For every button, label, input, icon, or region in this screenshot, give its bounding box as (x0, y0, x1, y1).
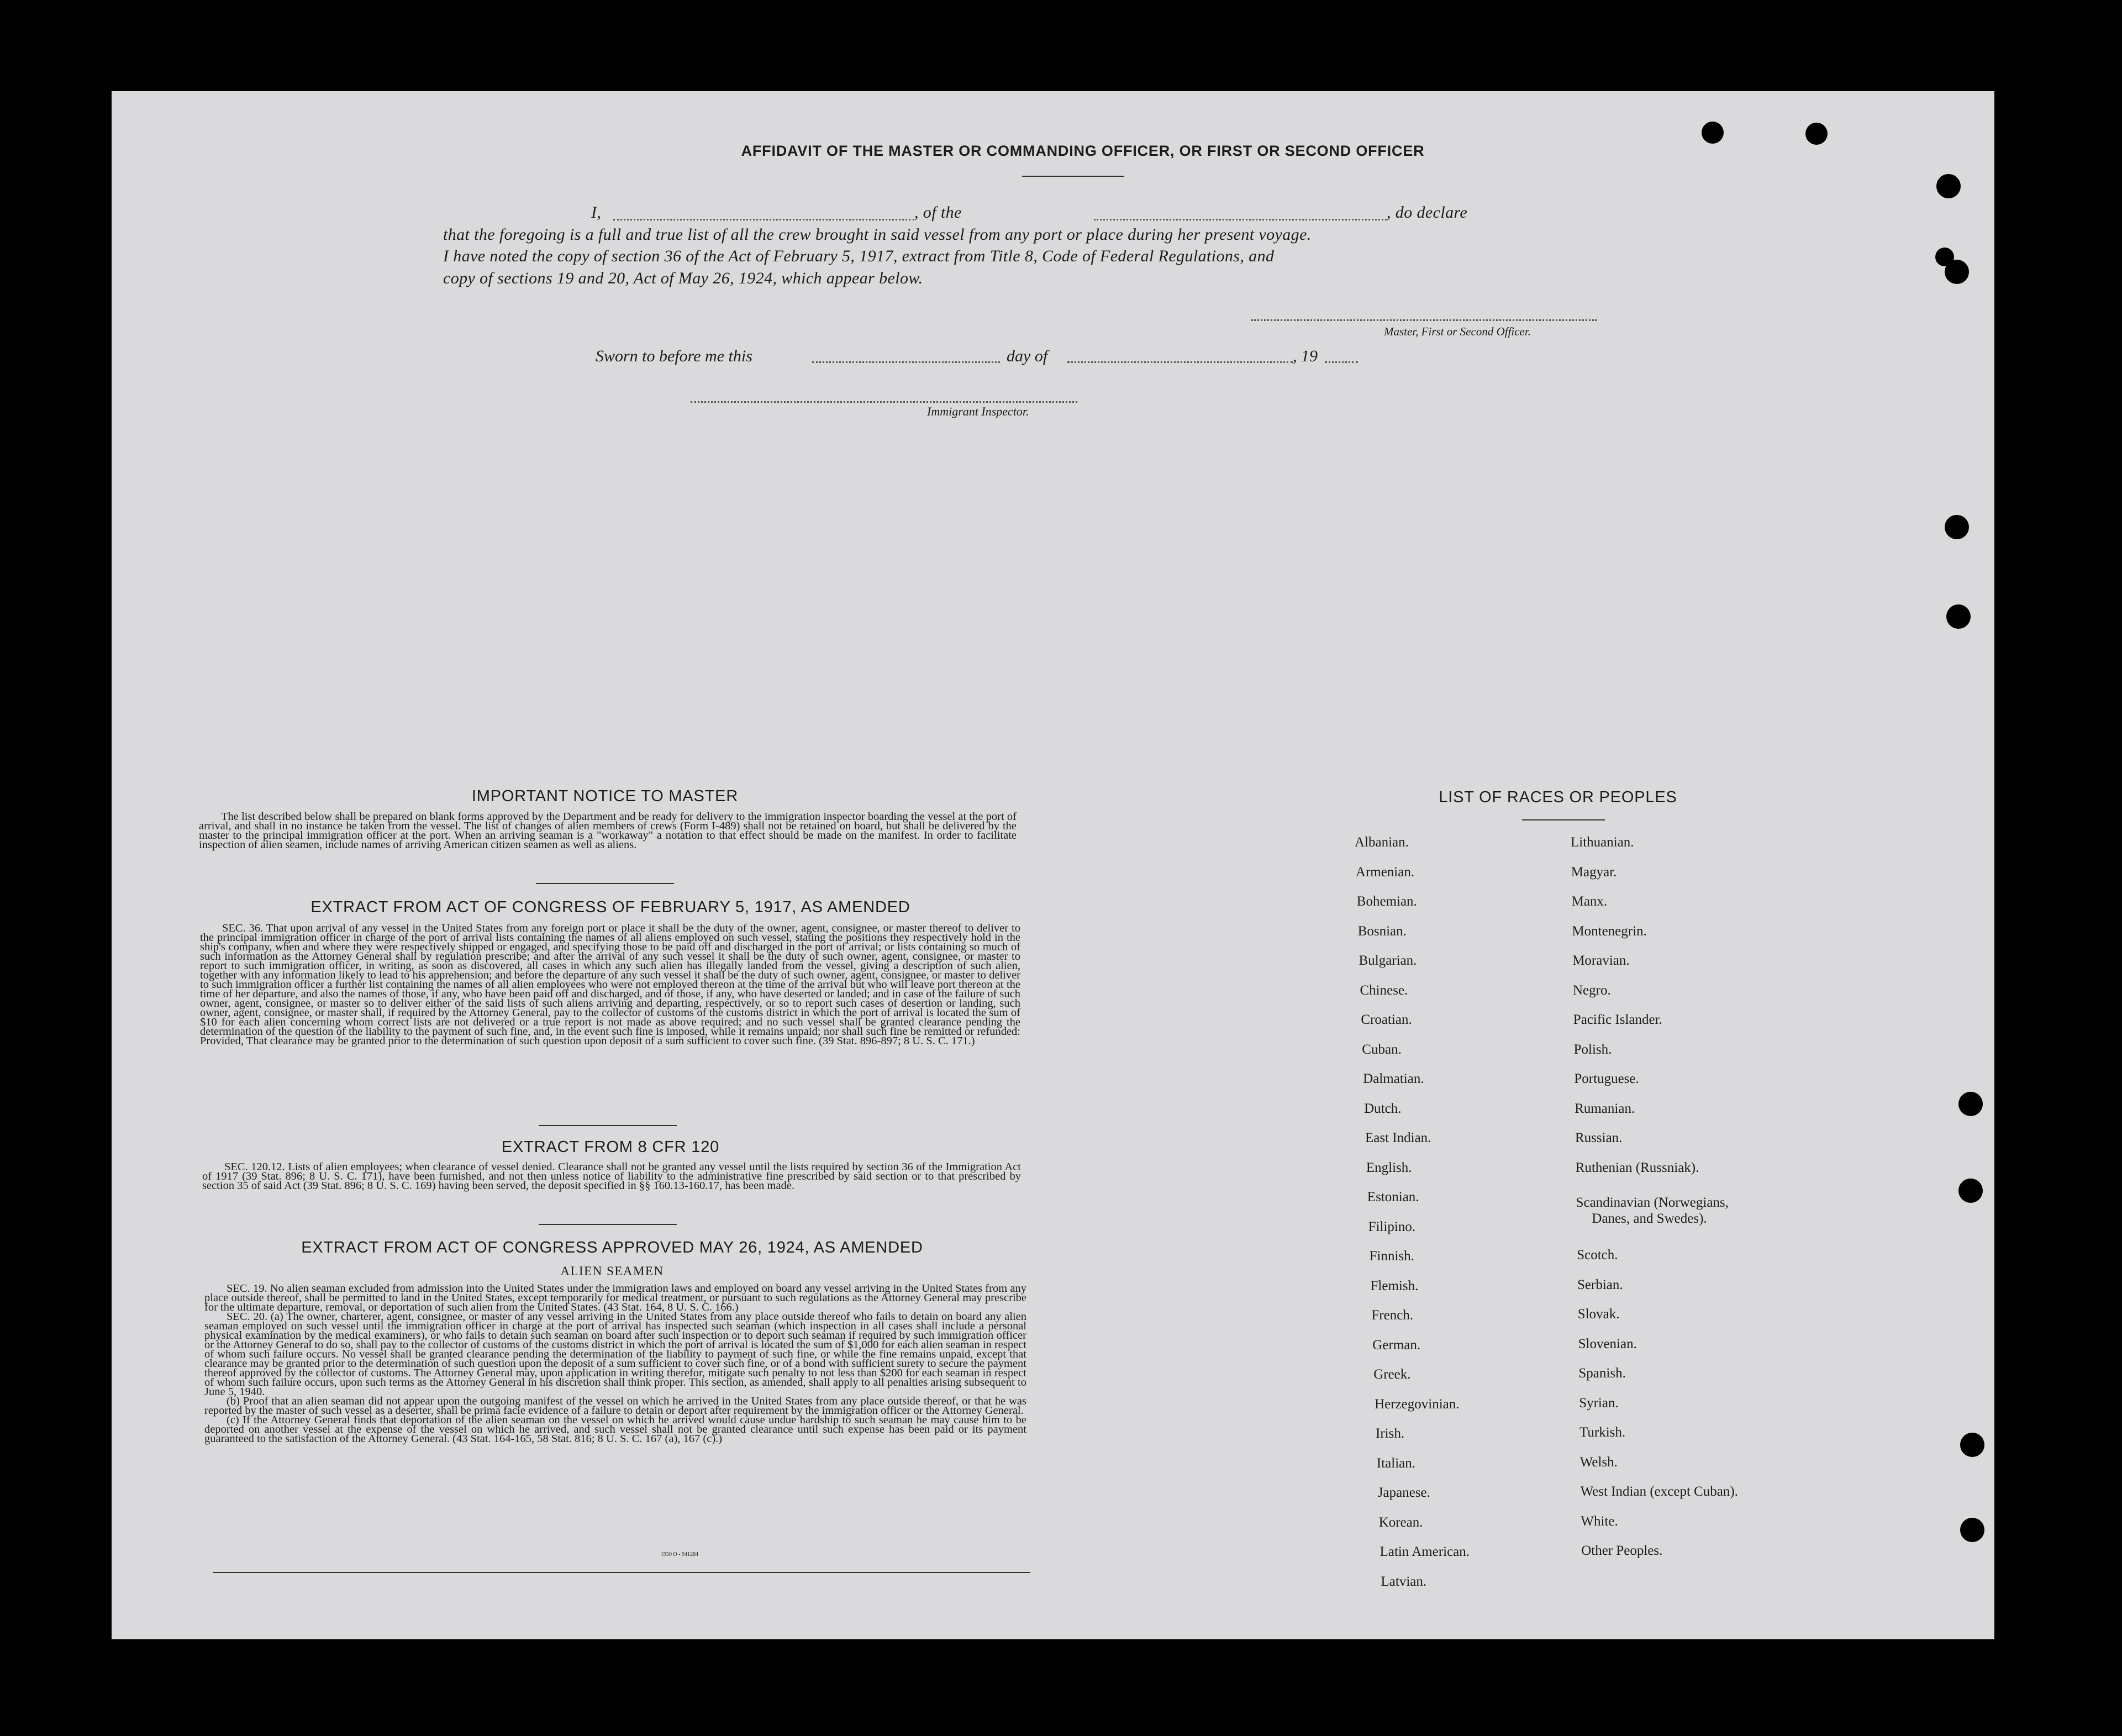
race-item: English. (1366, 1160, 1412, 1175)
alien-seamen-subtitle: ALIEN SEAMEN (560, 1264, 664, 1278)
affidavit-line-4: copy of sections 19 and 20, Act of May 26, 1924, which appear below. (443, 269, 923, 287)
race-item: Latvian. (1381, 1574, 1427, 1589)
race-item: Estonian. (1367, 1190, 1419, 1204)
extract-1917-title: EXTRACT FROM ACT OF CONGRESS OF FEBRUARY 5, 1917, AS AMENDED (310, 898, 910, 916)
divider (539, 1125, 677, 1126)
punch-hole (1945, 260, 1969, 284)
race-item: Russian. (1575, 1130, 1623, 1145)
extract-cfr-title: EXTRACT FROM 8 CFR 120 (501, 1138, 720, 1156)
year-blank (1325, 361, 1358, 363)
race-item: Portuguese. (1574, 1071, 1639, 1086)
affidavit-line-2: that the foregoing is a full and true list of all the crew brought in said vessel from any port or place during her present voyage. (443, 225, 1312, 244)
divider (1522, 819, 1605, 820)
race-item: Bohemian. (1356, 894, 1417, 909)
race-item: Croatian. (1361, 1012, 1412, 1027)
punch-hole (1960, 1518, 1984, 1542)
race-item: Japanese. (1377, 1485, 1430, 1500)
race-item: White. (1581, 1513, 1618, 1529)
races-title: LIST OF RACES OR PEOPLES (1439, 788, 1677, 806)
race-item: Bosnian. (1357, 923, 1407, 939)
race-item: Albanian. (1355, 835, 1409, 850)
vessel-blank (1094, 219, 1387, 220)
race-item: Danes, and Swedes). (1592, 1211, 1707, 1226)
extract-1924-text (204, 1284, 1026, 1444)
race-item: Spanish. (1578, 1366, 1626, 1381)
extract-1924-title: EXTRACT FROM ACT OF CONGRESS APPROVED MAY 26, 1924, AS AMENDED (301, 1239, 923, 1256)
race-item: Chinese. (1360, 982, 1408, 998)
extract-cfr-text (202, 1162, 1021, 1191)
race-item: Bulgarian. (1358, 953, 1417, 968)
divider (539, 1224, 677, 1225)
race-item: Polish. (1573, 1041, 1612, 1057)
race-item: Finnish. (1369, 1249, 1414, 1264)
affidavit-title: AFFIDAVIT OF THE MASTER OR COMMANDING OFFICER, OR FIRST OR SECOND OFFICER (741, 143, 1425, 159)
affidavit-line-3: I have noted the copy of section 36 of the Act of February 5, 1917, extract from Title 8, Code of Federal Regulations, and (443, 247, 1275, 265)
of-the-label: , of the (914, 203, 962, 222)
race-item: Rumanian. (1575, 1101, 1635, 1116)
divider (536, 883, 674, 884)
i-label: I, (591, 203, 602, 222)
sec-19-paragraph: SEC. 19. No alien seaman excluded from admission into the United States under the immigration laws and employed on board any vessel arriving in the United States from any place outside thereof, shall be permitted to land in the United States, except temporarily for medical treatment, or pursuant to such regulations as the Attorney General may prescribe for the ultimate departure, removal, or deportation of such alien from the United States. (43 Stat. 164, 8 U. S. C. 166.) (204, 1282, 1026, 1313)
race-item: Cuban. (1362, 1041, 1402, 1057)
divider (1022, 176, 1124, 177)
month-blank (1067, 361, 1293, 363)
do-declare-label: , do declare (1387, 203, 1468, 222)
master-label: Master, First or Second Officer. (1384, 325, 1531, 338)
notice-paragraph: The list described below shall be prepared on blank forms approved by the Department and be ready for delivery to the immigration inspector boarding the vessel at the port of arrival, and shall in no instance be taken from the vessel. The list of changes of alien members of crews (Form I-489) shall not be retained on board, but shall be delivered by the master to the principal immigration officer at the port. When an arriving seaman is a "workaway" a notation to that effect should be made on the manifest. In order to facilitate inspection of alien seamen, include names of arriving American citizen seamen as well as aliens. (199, 811, 1017, 851)
punch-hole (1958, 1179, 1983, 1203)
race-item: Scotch. (1577, 1248, 1618, 1262)
race-item: Scandinavian (Norwegians, (1576, 1195, 1729, 1210)
race-item: Irish. (1376, 1426, 1405, 1441)
inspector-label: Immigrant Inspector. (927, 404, 1029, 418)
race-item: German. (1372, 1337, 1421, 1353)
race-item: Dutch. (1364, 1101, 1402, 1116)
race-item: Herzegovinian. (1375, 1396, 1460, 1412)
race-item: Latin American. (1379, 1544, 1470, 1559)
notice-title: IMPORTANT NOTICE TO MASTER (471, 787, 739, 805)
race-item: Moravian. (1572, 953, 1630, 968)
extract-1917-text (200, 924, 1020, 1046)
master-signature-line (1251, 319, 1597, 321)
race-item: Ruthenian (Russniak). (1575, 1160, 1699, 1175)
punch-hole (1946, 604, 1971, 629)
race-item: Dalmatian. (1363, 1071, 1424, 1086)
bottom-rule (213, 1572, 1030, 1573)
sec-20b-paragraph: (b) Proof that an alien seaman did not appear upon the outgoing manifest of the vessel on which he arrived in the United States from any place outside thereof, or that he was reported by the master of such vessel as a deserter, shall be prima facie evidence of a failure to detain or deport after requirement by the immigration officer or the Attorney General. (204, 1395, 1026, 1417)
race-item: East Indian. (1365, 1130, 1431, 1145)
name-blank (613, 219, 914, 220)
sworn-label: Sworn to before me this (596, 347, 752, 365)
race-item: West Indian (except Cuban). (1580, 1484, 1738, 1499)
race-item: Flemish. (1370, 1278, 1419, 1293)
race-item: Slovak. (1577, 1307, 1620, 1322)
race-item: Syrian. (1579, 1395, 1619, 1411)
punch-hole (1960, 1433, 1984, 1457)
day-of-label: day of (1007, 347, 1048, 365)
race-item: Lithuanian. (1571, 835, 1634, 850)
race-item: Greek. (1373, 1367, 1411, 1382)
sec-20c-paragraph: (c) If the Attorney General finds that deportation of the alien seaman on the vessel on which he arrived would cause undue hardship to such seaman he may cause him to be deported on another vessel at the expense of the vessel on which he arrived, and such vessel shall not be granted clearance until such expense has been paid or its payment guaranteed to the satisfaction of the Attorney General. (43 Stat. 164-165, 58 Stat. 816; 8 U. S. C. 167 (a), 167 (c).) (204, 1414, 1026, 1445)
punch-hole (1805, 123, 1828, 145)
punch-hole (1702, 122, 1724, 144)
race-item: Other Peoples. (1581, 1543, 1663, 1558)
day-blank (812, 361, 1000, 363)
notice-text (199, 812, 1017, 850)
race-item: Korean. (1378, 1514, 1423, 1530)
year-label: , 19 (1293, 347, 1318, 365)
race-item: Turkish. (1579, 1425, 1626, 1440)
race-item: French. (1371, 1308, 1414, 1323)
punch-hole (1945, 515, 1969, 539)
race-item: Italian. (1376, 1455, 1415, 1471)
punch-hole (1958, 1092, 1983, 1116)
printer-imprint: 1950 O - 941284 (660, 1551, 699, 1558)
race-item: Serbian. (1577, 1277, 1623, 1292)
punch-hole (1936, 174, 1961, 198)
sec-20a-paragraph: SEC. 20. (a) The owner, charterer, agent, consignee, or master of any vessel arriving in the United States from any place outside thereof who fails to detain on board any alien seaman employed on such vessel until the immigration officer in charge at the port of arrival has inspected such seaman (which inspection in all cases shall include a personal physical examination by the medical examiners), or who fails to detain such seaman on board after such inspection or to deport such seaman if required by such immigration officer or the Attorney General to do so, shall pay to the collector of customs of the customs district in which the port of arrival is located the sum of $1,000 for each alien seaman in respect of whom such failure occurs. No vessel shall be granted clearance pending the determination of the liability to payment of such fine, or while the fine remains unpaid, except that clearance may be granted prior to the determination of such question upon the deposit of a sum sufficient to cover such fine, or of a bond with sufficient surety to secure the payment thereof approved by the collector of customs. The Attorney General may, upon application in writing therefor, mitigate such penalty to not less than $200 for each seaman in respect of whom such failure occurs, upon such terms as the Attorney General in his discretion shall think proper. This section, as amended, shall apply to all penalties arising subsequent to June 5, 1940. (204, 1311, 1026, 1398)
race-item: Pacific Islander. (1573, 1012, 1662, 1027)
sec-36-paragraph: SEC. 36. That upon arrival of any vessel in the United States from any foreign port or place it shall be the duty of the owner, agent, consignee, or master thereof to deliver to the principal immigration officer in charge of the port of arrival lists containing the names of all aliens employed on such vessel, stating the positions they respectively hold in the ship's company, when and where they were respectively shipped or engaged, and specifying those to be paid off and discharged in the port of arrival; or lists containing so much of such information as the Attorney General shall by regulation prescribe; and after the arrival of any such vessel it shall be the duty of such owner, agent, consignee, or master to report to such immigration officer, in writing, as soon as discovered, all cases in which any such alien has illegally landed from the vessel, giving a description of such alien, together with any information likely to lead to his apprehension; and before the departure of any such vessel it shall be the duty of such owner, agent, consignee, or master to deliver to such immigration officer a further list containing the names of all alien employees who were not employed thereon at the time of the arrival but who will leave port thereon at the time of her departure, and also the names of those, if any, who have been paid off and discharged, and of those, if any, who have deserted or landed; and in case of the failure of such owner, agent, consignee, or master so to deliver either of the said lists of such aliens arriving and departing, respectively, or so to report such cases of desertion or landing, such owner, agent, consignee, or master shall, if required by the Attorney General, pay to the collector of customs of the customs district in which the port of arrival is located the sum of $10 for each alien concerning whom correct lists are not delivered or a true report is not made as above required; and no such vessel shall be granted clearance pending the determination of the question of the liability to the payment of such fine, and, in the event such fine is imposed, while it remains unpaid; nor shall such fine be remitted or refunded: Provided, That clearance may be granted prior to the determination of such question upon deposit of a sum sufficient to cover such fine. (39 Stat. 896-897; 8 U. S. C. 171.) (200, 922, 1020, 1047)
sec-120-12-paragraph: SEC. 120.12. Lists of alien employees; when clearance of vessel denied. Clearance shall not be granted any vessel until the lists required by section 36 of the Immigration Act of 1917 (39 Stat. 896; 8 U. S. C. 171), have been furnished, and not then unless notice of liability to the administrative fine prescribed by said section or to that prescribed by section 35 of said Act (39 Stat. 896; 8 U. S. C. 169) having been served, the deposit specified in §§ 160.13-160.17, has been made. (202, 1161, 1021, 1192)
race-item: Negro. (1573, 982, 1611, 998)
race-item: Slovenian. (1578, 1336, 1637, 1351)
race-item: Manx. (1571, 894, 1608, 909)
race-item: Filipino. (1368, 1219, 1416, 1234)
race-item: Montenegrin. (1572, 923, 1647, 939)
race-item: Welsh. (1579, 1454, 1618, 1470)
race-item: Armenian. (1355, 864, 1415, 880)
race-item: Magyar. (1571, 864, 1617, 880)
inspector-signature-line (691, 401, 1077, 403)
